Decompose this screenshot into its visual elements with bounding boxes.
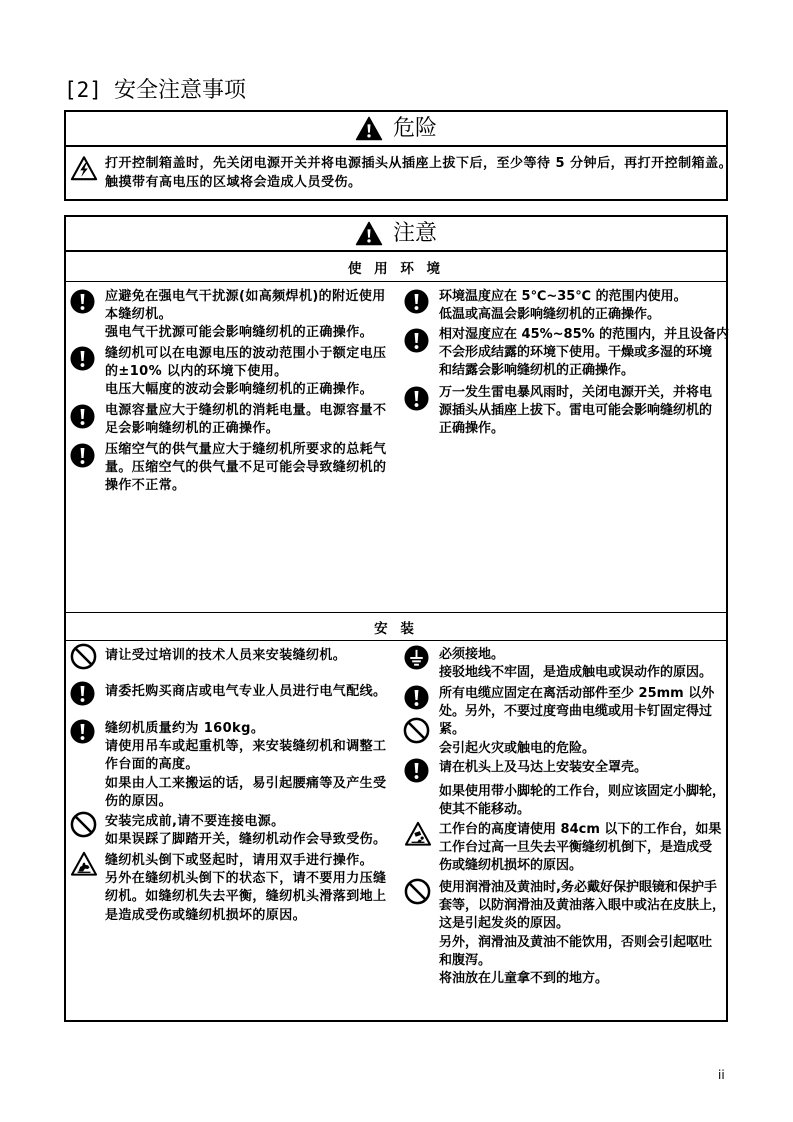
caution-heading: 注意 [392, 220, 437, 246]
environment-right-item-1 [404, 288, 687, 324]
danger-heading: 危险 [392, 115, 437, 141]
installation-right-item-5 [404, 879, 725, 988]
pinch-hazard-warning-icon [70, 851, 98, 876]
mandatory-action-icon [70, 404, 95, 429]
text-line: 和腹泻。 [439, 952, 492, 968]
text-line: 正确操作。 [439, 421, 505, 437]
mandatory-action-icon [404, 289, 429, 314]
caution-box [64, 215, 728, 1022]
installation-left-item-4 [70, 813, 386, 849]
text-line: 工作台的高度请使用 84cm 以下的工作台，如果 [439, 822, 722, 837]
text-line: 应避免在强电气干扰源(如高频焊机)的附近使用 [105, 289, 386, 304]
text-line: 低温或高温会影响缝纫机的正确操作。 [439, 307, 661, 323]
text-line: 另外，润滑油及黄油不能饮用，否则会引起呕吐 [439, 934, 713, 950]
text-line: 触摸带有高电压的区域将会造成人员受伤。 [105, 175, 362, 190]
installation-heading: 安 装 [66, 612, 726, 641]
text-line: 缝纫机头倒下或竖起时，请用双手进行操作。 [105, 853, 374, 868]
text-line: 环境温度应在 5℃~35℃ 的范围内使用。 [439, 289, 687, 304]
text-line: 请委托购买商店或电气专业人员进行电气配线。 [105, 684, 387, 699]
installation-left-item-3 [70, 720, 386, 811]
text-line: 请在机头上及马达上安装安全罩壳。 [439, 760, 648, 775]
text-line: 这是引起发炎的原因。 [439, 916, 570, 932]
mandatory-action-icon [404, 386, 429, 411]
text-line: 本缝纫机。 [105, 307, 173, 323]
caution-header [66, 217, 726, 252]
text-line: 电源容量应大于缝纫机的消耗电量。电源容量不 [105, 403, 387, 418]
section-number: [2] [64, 78, 102, 102]
text-line: 量。压缩空气的供气量不足可能会导致缝纫机的 [105, 460, 387, 476]
section-title: 安全注意事项 [113, 78, 246, 103]
installation-left-item-5 [70, 852, 386, 925]
mandatory-action-icon [70, 346, 95, 371]
text-line: 套等，以防润滑油及黄油落入眼中或沾在皮肤上， [439, 898, 726, 914]
text-line: 所有电缆应固定在离活动部件至少 25mm 以外 [439, 686, 715, 701]
text-line: 工作台过高一旦失去平衡缝纫机倒下，是造成受 [439, 840, 713, 856]
prohibition-icon [404, 878, 431, 905]
tipping-hazard-warning-icon [404, 821, 432, 846]
installation-right-item-3 [404, 759, 725, 819]
text-line: 如果由人工来搬运的话，易引起腰痛等及产生受 [105, 775, 387, 791]
text-line: 接驳地线不牢固，是造成触电或误动作的原因。 [439, 665, 713, 681]
text-line: 源插头从插座上拔下。雷电可能会影响缝纫机的 [439, 403, 713, 419]
environment-left-item-3 [70, 402, 386, 438]
prohibition-icon [70, 811, 97, 838]
text-line: 万一发生雷电暴风雨时，关闭电源开关，并将电 [439, 385, 713, 400]
text-line: 请使用吊车或起重机等，来安装缝纫机和调整工 [105, 739, 387, 755]
text-line: 缝纫机质量约为 160kg。 [105, 721, 265, 736]
installation-left-item-1 [70, 647, 346, 665]
text-line: 会引起火灾或触电的危险。 [439, 740, 596, 756]
text-line: 安装完成前,请不要连接电源。 [105, 814, 285, 829]
text-line: 必须接地。 [439, 647, 505, 662]
danger-header [66, 112, 726, 147]
text-line: 强电气干扰源可能会影响缝纫机的正确操作。 [105, 325, 374, 341]
page-number: ii [718, 1068, 725, 1082]
text-line: 不会形成结露的环境下使用。干燥或多湿的环境 [439, 345, 713, 361]
environment-left-item-4 [70, 441, 386, 496]
danger-item [70, 154, 732, 192]
mandatory-action-icon [404, 758, 429, 783]
text-line: 电压大幅度的波动会影响缝纫机的正确操作。 [105, 382, 374, 398]
prohibition-icon [403, 717, 430, 744]
text-line: 伤的原因。 [105, 793, 173, 809]
text-line: 的±10% 以内的环境下使用。 [105, 364, 288, 380]
environment-left-item-1 [70, 288, 386, 343]
installation-left-item-2 [70, 683, 386, 701]
text-line: 作台面的高度。 [105, 757, 199, 773]
mandatory-action-icon [70, 443, 95, 468]
text-line: 操作不正常。 [105, 478, 186, 494]
mandatory-action-icon [70, 289, 95, 314]
electric-shock-warning-icon [70, 155, 98, 181]
text-line: 将油放在儿童拿不到的地方。 [439, 971, 609, 987]
installation-right-item-4 [404, 821, 721, 876]
ground-icon [404, 645, 429, 670]
text-line: 请让受过培训的技术人员来安装缝纫机。 [105, 648, 347, 663]
text-line: 如果误踩了脚踏开关，缝纫机动作会导致受伤。 [105, 832, 387, 848]
text-line: 另外在缝纫机头倒下的状态下，请不要用力压缝 [105, 871, 387, 887]
environment-left-item-2 [70, 345, 386, 400]
text-line: 和结露会影响缝纫机的正确操作。 [439, 363, 635, 379]
text-line: 压缩空气的供气量应大于缝纫机所要求的总耗气 [105, 442, 387, 457]
environment-right-item-3 [404, 384, 712, 439]
text-line: 缝纫机可以在电源电压的波动范围小于额定电压 [105, 346, 387, 361]
text-line: 足会影响缝纫机的正确操作。 [105, 421, 280, 437]
page-title [64, 77, 246, 104]
text-line: 打开控制箱盖时，先关闭电源开关并将电源插头从插座上拔下后，至少等待 5 分钟后，再打开控制箱盖。 [105, 156, 733, 171]
text-line: 如果使用带小脚轮的工作台，则应该固定小脚轮， [439, 783, 726, 799]
prohibition-icon [70, 643, 97, 670]
text-line: 处。另外，不要过度弯曲电缆或用卡钉固定得过 [439, 704, 713, 720]
text-line: 伤或缝纫机损坏的原因。 [439, 858, 583, 874]
text-line: 紧。 [439, 722, 466, 738]
text-line: 使其不能移动。 [439, 801, 531, 817]
environment-heading: 使 用 环 境 [66, 252, 726, 282]
text-line: 相对湿度应在 45%~85% 的范围内，并且设备内 [439, 327, 730, 342]
mandatory-action-icon [70, 719, 95, 744]
danger-box [64, 110, 733, 201]
text-line: 使用润滑油及黄油时,务必戴好保护眼镜和保护手 [439, 880, 717, 895]
warning-triangle-icon [355, 221, 383, 246]
text-line: 是造成受伤或缝纫机损坏的原因。 [105, 907, 307, 923]
installation-right-item-1 [404, 646, 712, 682]
mandatory-action-icon [70, 681, 95, 706]
text-line: 纫机。如缝纫机失去平衡，缝纫机头滑落到地上 [105, 889, 387, 905]
environment-right-item-2 [404, 326, 729, 381]
mandatory-action-icon [404, 685, 429, 710]
mandatory-action-icon [404, 328, 429, 353]
installation-right-item-2 [404, 685, 714, 758]
warning-triangle-icon [355, 116, 383, 141]
